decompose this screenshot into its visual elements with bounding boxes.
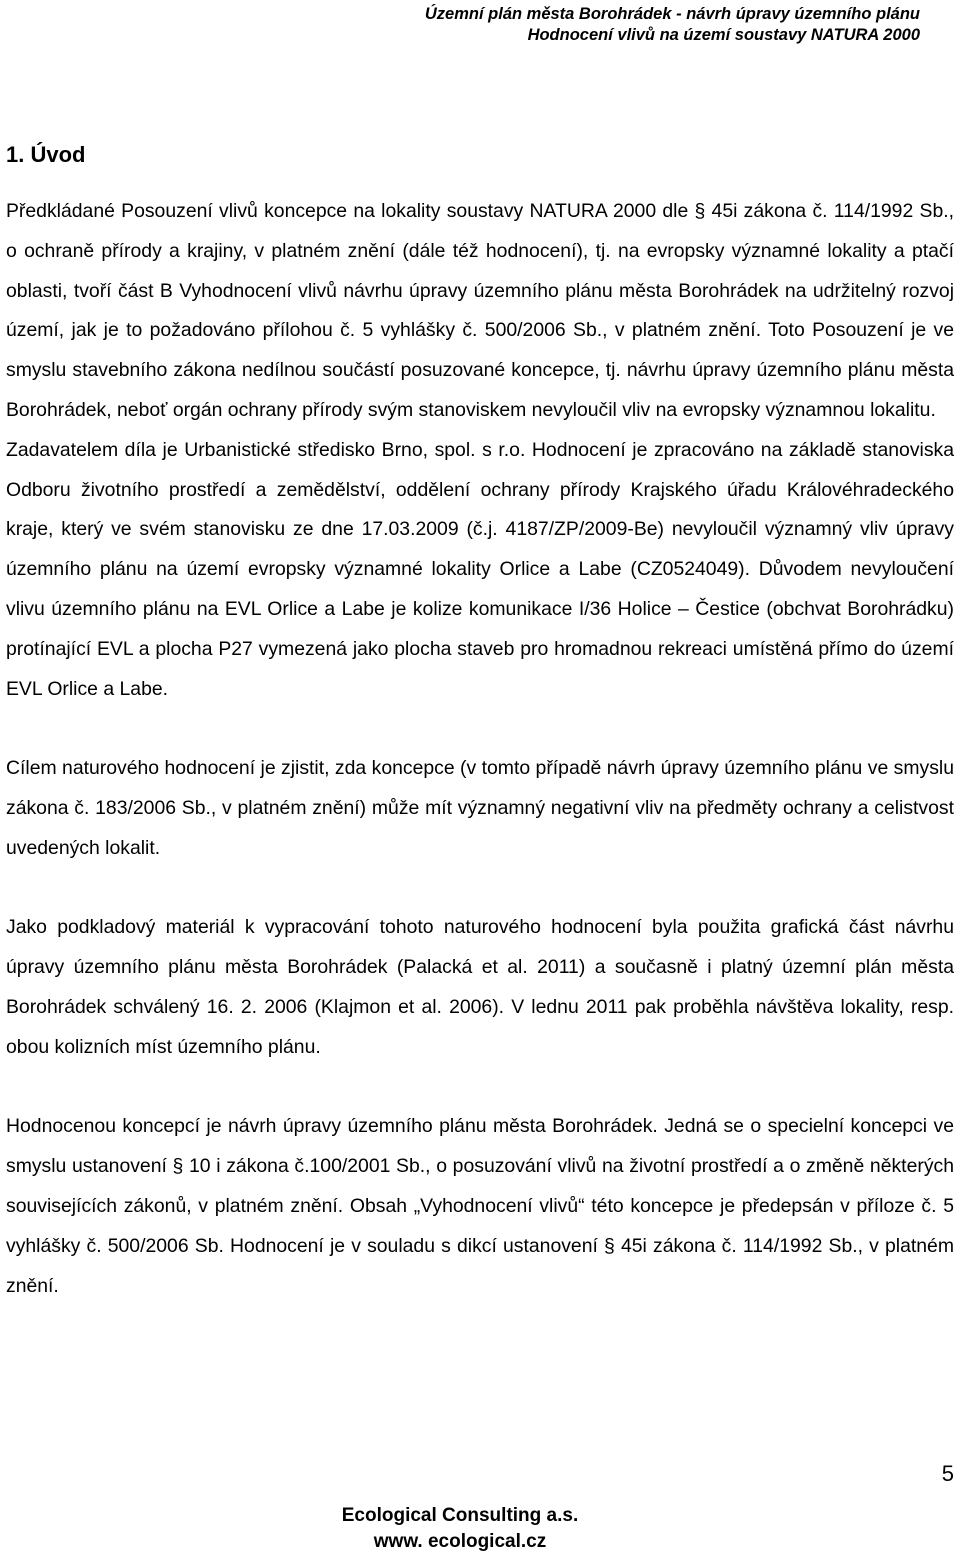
paragraph-goal: Cílem naturového hodnocení je zjistit, zda koncepce (v tomto případě návrh úpravy územního plánu ve smyslu zákona č. 183/2006 Sb., v platném znění) může mít významný negativní vliv na předměty ochrany a celistvost uvedených lokalit. <box>6 757 954 859</box>
page-header <box>425 4 920 46</box>
section-title: 1. Úvod <box>6 142 86 167</box>
footer-website: www. ecological.cz <box>373 1531 547 1552</box>
document-body <box>6 192 954 1306</box>
footer-company: Ecological Consulting a.s. <box>341 1505 579 1526</box>
page-number: 5 <box>941 1461 954 1486</box>
paragraph-concept: Hodnocenou koncepcí je návrh úpravy územního plánu města Borohrádek. Jedná se o specielní koncepci ve smyslu ustanovení § 10 i zákona č.100/2001 Sb., o posuzování vlivů na životní prostředí a o změně některých souvisejících zákonů, v platném znění. Obsah „Vyhodnocení vlivů“ této koncepce je předepsán v příloze č. 5 vyhlášky č. 500/2006 Sb. Hodnocení je v souladu s dikcí ustanovení § 45i zákona č. 114/1992 Sb., v platném znění. <box>6 1115 954 1297</box>
paragraph-contractor: Zadavatelem díla je Urbanistické středisko Brno, spol. s r.o. Hodnocení je zpracováno na základě stanoviska Odboru životního prostředí a zemědělství, oddělení ochrany přírody Krajského úřadu Královéhradeckého kraje, který ve svém stanovisku ze dne 17.03.2009 (č.j. 4187/ZP/2009-Be) nevyloučil významný vliv úpravy územního plánu na území evropsky významné lokality Orlice a Labe (CZ0524049). Důvodem nevyloučení vlivu územního plánu na EVL Orlice a Labe je kolize komunikace I/36 Holice – Čestice (obchvat Borohrádku) protínající EVL a plocha P27 vymezená jako plocha staveb pro hromadnou rekreaci umístěná přímo do území EVL Orlice a Labe. <box>6 438 954 700</box>
paragraph-sources: Jako podkladový materiál k vypracování tohoto naturového hodnocení byla použita grafická část návrhu úpravy územního plánu města Borohrádek (Palacká et al. 2011) a současně i platný územní plán města Borohrádek schválený 16. 2. 2006 (Klajmon et al. 2006). V lednu 2011 pak proběhla návštěva lokality, resp. obou kolizních míst územního plánu. <box>6 916 954 1058</box>
paragraph-intro: Předkládané Posouzení vlivů koncepce na lokality soustavy NATURA 2000 dle § 45i zákona č. 114/1992 Sb., o ochraně přírody a krajiny, v platném znění (dále též hodnocení), tj. na evropsky významné lokality a ptačí oblasti, tvoří část B Vyhodnocení vlivů návrhu úpravy územního plánu města Borohrádek na udržitelný rozvoj území, jak je to požadováno přílohou č. 5 vyhlášky č. 500/2006 Sb., v platném znění. Toto Posouzení je ve smyslu stavebního zákona nedílnou součástí posuzované koncepce, tj. návrhu úpravy územního plánu města Borohrádek, neboť orgán ochrany přírody svým stanoviskem nevyloučil vliv na evropsky významnou lokalitu. <box>6 200 954 421</box>
header-document-subtitle: Hodnocení vlivů na území soustavy NATURA 2000 <box>527 26 920 44</box>
page-footer <box>0 1503 920 1555</box>
header-document-title: Územní plán města Borohrádek - návrh úpravy územního plánu <box>424 5 920 23</box>
